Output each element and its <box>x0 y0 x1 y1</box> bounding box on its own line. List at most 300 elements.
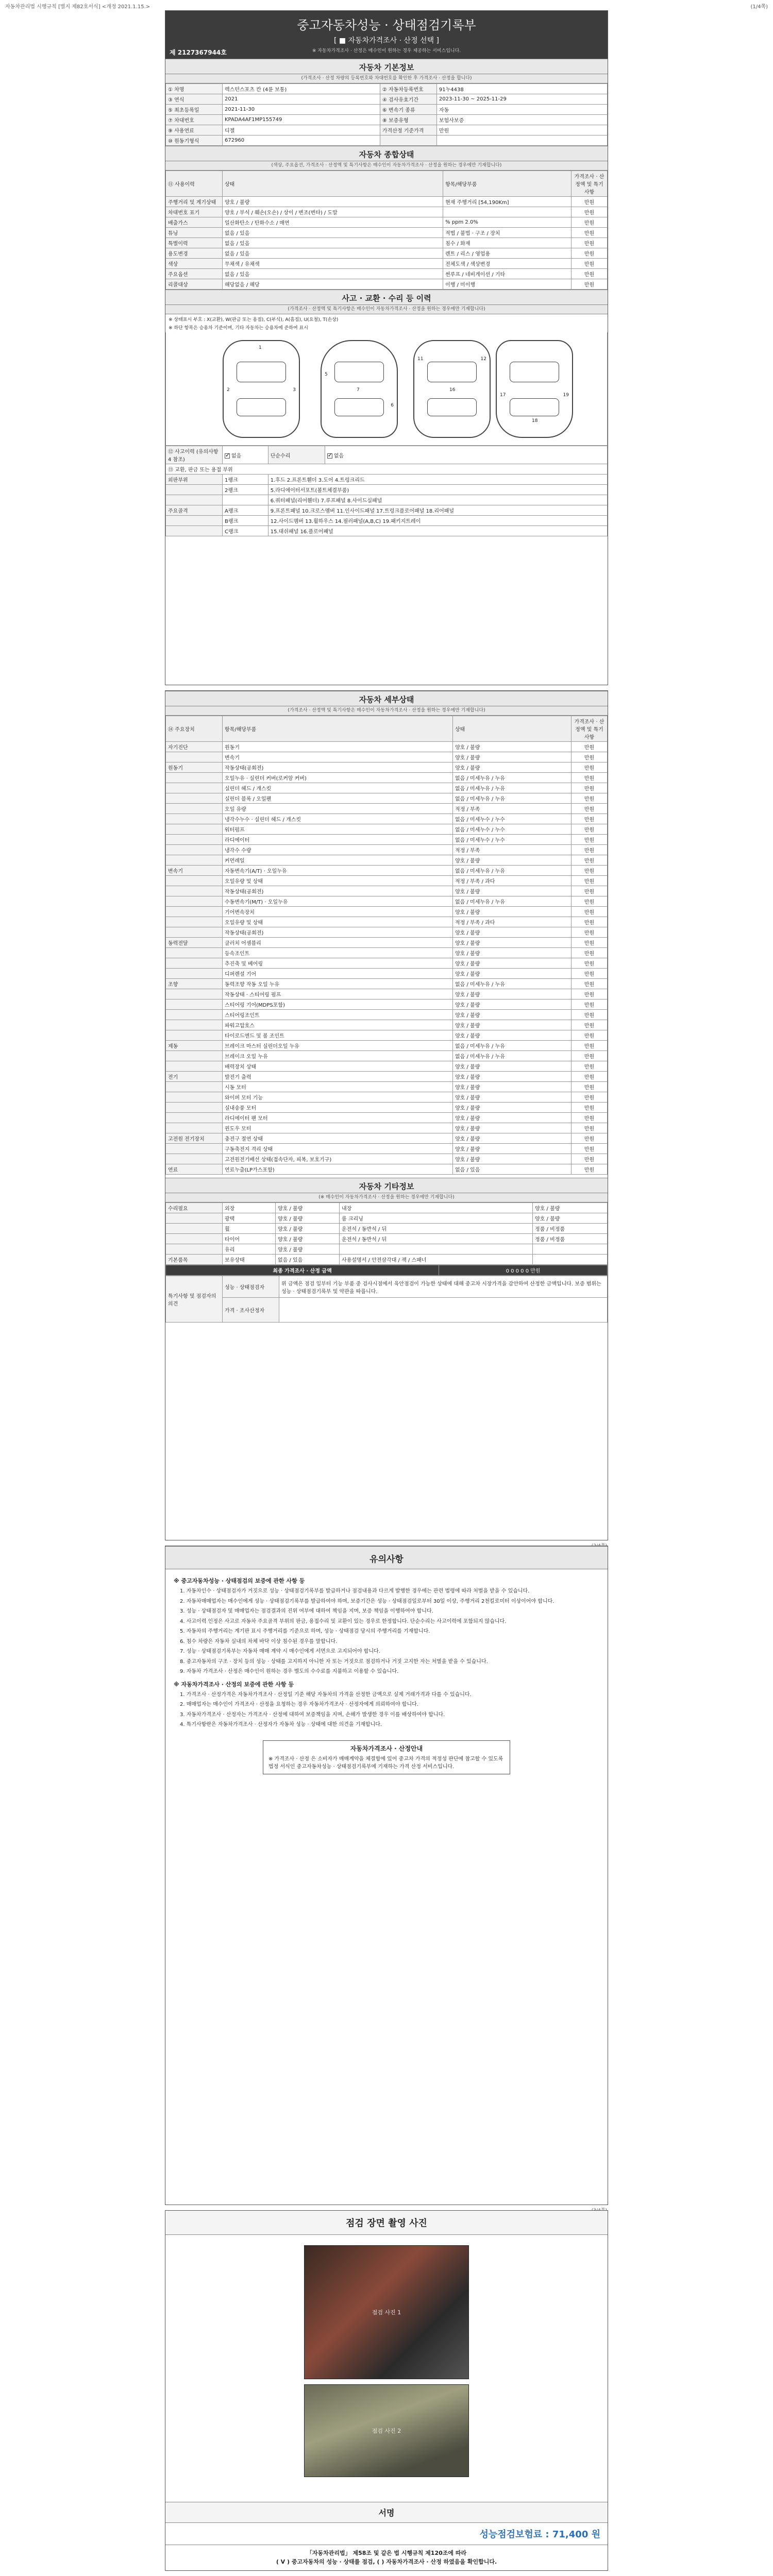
device-price: 만원 <box>572 824 608 835</box>
status-options: 해당없음 / 해당 <box>223 279 443 290</box>
part-group <box>166 516 223 526</box>
table-row <box>166 505 608 516</box>
remarks-text: 위 금액은 점검 일부터 기능 부품 중 검사시점에서 육안점검이 가능한 상태에 대해 중고차 시장가격을 감안하여 산정한 금액입니다. 보증 범위는 성능 · 상태점검기록부 및 약관을 따릅니다. <box>279 1276 608 1298</box>
table-row <box>166 1244 608 1255</box>
table-row <box>166 1030 608 1041</box>
basic-label: ⑦ 차대번호 <box>166 115 223 125</box>
device-group <box>166 1030 223 1041</box>
part-items: 9.프론트패널 10.크로스멤버 11.인사이드패널 17.트렁크플로어패널 18.리어패널 <box>268 505 607 516</box>
table-row <box>166 1133 608 1144</box>
basic-label: ① 차명 <box>166 84 223 94</box>
table-row <box>166 783 608 793</box>
device-state: 없음 / 미세누수 / 누수 <box>453 835 572 845</box>
device-group <box>166 1061 223 1072</box>
status-item-name: 배출가스 <box>166 217 223 228</box>
caution-item: 9. 자동차 가격조사 · 산정은 매수인이 원하는 경우 별도의 수수료를 지불하고 이용할 수 있습니다. <box>180 1669 399 1675</box>
device-price: 만원 <box>572 1113 608 1123</box>
part-items: 6.쿼터패널(리어휀더) 7.루프패널 8.사이드실패널 <box>268 495 607 505</box>
device-state: 양호 / 불량 <box>453 1154 572 1164</box>
device-group <box>166 969 223 979</box>
status-price: 만원 <box>572 228 608 238</box>
part-group: 외판부위 <box>166 474 223 485</box>
document-number: 제 2127367944호 <box>170 49 227 56</box>
device-part: 워터펌프 <box>223 824 453 835</box>
device-price: 만원 <box>572 1041 608 1051</box>
caution-notes <box>165 1569 608 1734</box>
status-price: 만원 <box>572 217 608 228</box>
appraisal-guide-title: 자동차가격조사 · 산정안내 <box>350 1744 423 1752</box>
device-group <box>166 1103 223 1113</box>
col-state: 상태 <box>453 716 572 742</box>
device-price: 만원 <box>572 1072 608 1082</box>
device-state: 양호 / 불량 <box>453 938 572 948</box>
device-part: 스티어링 기어(MDPS포함) <box>223 999 453 1010</box>
device-part: 타이로드엔드 및 볼 조인트 <box>223 1030 453 1041</box>
insurance-fee: 성능점검보험료 : 71,400 원 <box>479 2529 600 2540</box>
basic-value: 자동 <box>436 105 607 115</box>
part-rank: 1랭크 <box>223 474 268 485</box>
simple-repair-label: 단순수리 <box>268 446 325 464</box>
basic-label: ③ 연식 <box>166 94 223 105</box>
device-part: 시동 모터 <box>223 1082 453 1092</box>
table-row <box>166 866 608 876</box>
col-usage: ⑪ 사용이력 <box>166 171 223 197</box>
basic-label: 가격산정 기준가격 <box>380 125 436 135</box>
table-row <box>166 762 608 773</box>
table-row <box>166 474 608 485</box>
caution-item: 4. 특기사항란은 자동차가격조사 · 산정자가 자동차 성능 · 상태에 대한 의견을 기재합니다. <box>180 1722 382 1728</box>
device-state: 양호 / 불량 <box>453 907 572 917</box>
photo-section-title: 점검 장면 촬영 사진 <box>165 2211 608 2235</box>
device-state: 없음 / 있음 <box>453 1164 572 1175</box>
device-part: 냉각수누수 · 실린더 헤드 / 개스킷 <box>223 814 453 824</box>
other-item-2: 룸 크리닝 <box>340 1213 533 1224</box>
device-price: 만원 <box>572 1020 608 1030</box>
other-state-2: 정품 / 비정품 <box>533 1234 608 1244</box>
table-row <box>166 958 608 969</box>
col-device: ⑭ 주요장치 <box>166 716 223 742</box>
confirmation-line-1: 「자동차관리법」 제58조 및 같은 법 시행규칙 제120조에 따라 <box>306 2550 467 2556</box>
table-row <box>166 485 608 495</box>
device-part: 원동기 <box>223 742 453 752</box>
part-group <box>166 485 223 495</box>
status-detail: 썬루프 / 네비게이션 / 기타 <box>443 269 572 279</box>
other-state-2 <box>533 1244 608 1255</box>
status-detail: 침수 / 화재 <box>443 238 572 248</box>
device-part: 라디에이터 팬 모터 <box>223 1113 453 1123</box>
sheet-page-3 <box>165 1546 608 2205</box>
device-part: 구동축전지 격리 상태 <box>223 1144 453 1154</box>
other-state: 양호 / 불량 <box>276 1213 340 1224</box>
inspection-photo-rear <box>304 2384 469 2477</box>
device-state: 없음 / 미세누유 / 누유 <box>453 773 572 783</box>
table-row <box>166 886 608 896</box>
sign-section <box>165 2502 608 2570</box>
table-row <box>166 1041 608 1051</box>
device-group <box>166 793 223 804</box>
device-price: 만원 <box>572 927 608 938</box>
status-detail: 전체도색 / 색상변경 <box>443 259 572 269</box>
table-row <box>166 1072 608 1082</box>
status-item-name: 주행거리 및 계기상태 <box>166 197 223 207</box>
device-price: 만원 <box>572 1144 608 1154</box>
page-indicator: (1/4쪽) <box>750 4 768 10</box>
col-price: 가격조사 · 산정액 및 특기사항 <box>572 171 608 197</box>
table-row <box>166 94 608 105</box>
status-item-name: 특별이력 <box>166 238 223 248</box>
other-item-2: 사용설명서 / 안전삼각대 / 잭 / 스패너 <box>340 1255 533 1265</box>
detail-table <box>165 716 608 1175</box>
basic-value: KPADA4AF1MP155749 <box>223 115 380 125</box>
other-state-2: 양호 / 불량 <box>533 1203 608 1213</box>
status-item-name: 리콜대상 <box>166 279 223 290</box>
other-state: 없음 / 있음 <box>276 1255 340 1265</box>
other-state: 양호 / 불량 <box>276 1234 340 1244</box>
table-row <box>166 1154 608 1164</box>
device-price: 만원 <box>572 1051 608 1061</box>
table-row <box>166 1224 608 1234</box>
col-price: 가격조사 · 산정액 및 특기사항 <box>572 716 608 742</box>
checkbox-icon <box>327 453 332 459</box>
device-part: 실내송풍 모터 <box>223 1103 453 1113</box>
caution-item: 3. 자동차가격조사 · 산정자는 가격조사 · 산정에 대하여 보증책임을 지며, 손해가 발생한 경우 이를 배상하여야 합니다. <box>180 1711 445 1718</box>
status-options: 양호 / 불량 <box>223 197 443 207</box>
car-rear-view-icon: 18 17 19 <box>496 340 573 438</box>
table-row <box>166 752 608 762</box>
caution-item: 2. 자동차매매업자는 매수인에게 성능 · 상태점검기록부를 발급하여야 하며, 보증기간은 성능 · 상태점검일로부터 30일 이상, 주행거리 2천킬로미터 이상이어야 합니다. <box>180 1598 554 1604</box>
device-group: 원동기 <box>166 762 223 773</box>
table-row <box>166 917 608 927</box>
basic-value: 2023-11-30 ~ 2025-11-29 <box>436 94 607 105</box>
table-row <box>166 259 608 269</box>
basic-label: ④ 검사유효기간 <box>380 94 436 105</box>
device-group <box>166 824 223 835</box>
other-group: 수리필요 <box>166 1203 223 1213</box>
device-group: 전기 <box>166 1072 223 1082</box>
device-price: 만원 <box>572 1010 608 1020</box>
sheet-page-1 <box>165 10 608 685</box>
remarks-inspector: 성능 · 상태점검자 <box>223 1276 279 1298</box>
remarks-appraiser: 가격 · 조사산정자 <box>223 1298 279 1323</box>
device-price: 만원 <box>572 1154 608 1164</box>
accident-history-label: ⑫ 사고이력 (유의사항 4 참조) <box>166 446 223 464</box>
basic-value: 만원 <box>436 125 607 135</box>
part-group <box>166 495 223 505</box>
other-item: 광택 <box>223 1213 276 1224</box>
table-row <box>166 1092 608 1103</box>
table-row <box>166 135 608 146</box>
device-price: 만원 <box>572 762 608 773</box>
table-row <box>166 814 608 824</box>
device-price: 만원 <box>572 896 608 907</box>
other-group <box>166 1234 223 1244</box>
table-row <box>166 999 608 1010</box>
table-row <box>166 516 608 526</box>
status-price: 만원 <box>572 238 608 248</box>
device-part: 발전기 출력 <box>223 1072 453 1082</box>
status-item-name: 차대번호 표기 <box>166 207 223 217</box>
device-price: 만원 <box>572 814 608 824</box>
basic-label: ② 자동차등록번호 <box>380 84 436 94</box>
overall-status-table <box>165 171 608 290</box>
device-state: 양호 / 불량 <box>453 886 572 896</box>
photo-caption-1: 점검 사진 1 <box>372 2309 401 2316</box>
table-row <box>166 1123 608 1133</box>
other-info-table <box>165 1202 608 1265</box>
other-state: 양호 / 불량 <box>276 1244 340 1255</box>
status-item-name: 용도변경 <box>166 248 223 259</box>
device-state: 양호 / 불량 <box>453 1030 572 1041</box>
detail-title: 자동차 세부상태 <box>165 691 608 706</box>
device-price: 만원 <box>572 1061 608 1072</box>
device-group: 동력전달 <box>166 938 223 948</box>
parts-label: ⑬ 교환, 판금 또는 용접 부위 <box>166 464 608 474</box>
device-part: 동력조향 작동 오일 누유 <box>223 979 453 989</box>
device-part: 변속기 <box>223 752 453 762</box>
table-row <box>166 248 608 259</box>
status-detail: 현재 주행거리 [54,190Km] <box>443 197 572 207</box>
device-price: 만원 <box>572 1133 608 1144</box>
final-price-table <box>165 1265 608 1276</box>
device-part: 커먼레일 <box>223 855 453 866</box>
device-part: 브레이크 마스터 실린더오일 누유 <box>223 1041 453 1051</box>
device-part: 고전원전기배선 상태(접속단자, 피복, 보호기구) <box>223 1154 453 1164</box>
device-state: 양호 / 불량 <box>453 1133 572 1144</box>
other-item-2: 내장 <box>340 1203 533 1213</box>
other-group <box>166 1244 223 1255</box>
other-group <box>166 1213 223 1224</box>
table-row <box>166 238 608 248</box>
device-state: 적정 / 부족 / 과다 <box>453 917 572 927</box>
form-topline <box>5 2 768 10</box>
other-info-title: 자동차 기타정보 <box>165 1178 608 1193</box>
device-state: 양호 / 불량 <box>453 1010 572 1020</box>
car-frame-view-icon: 16 11 12 <box>413 340 491 438</box>
basic-value: 2021 <box>223 94 380 105</box>
basic-label: ⑥ 변속기 종류 <box>380 105 436 115</box>
device-price: 만원 <box>572 742 608 752</box>
device-group <box>166 1154 223 1164</box>
device-group: 조향 <box>166 979 223 989</box>
device-price: 만원 <box>572 1123 608 1133</box>
device-part: 배력장치 상태 <box>223 1061 453 1072</box>
status-detail: 렌트 / 리스 / 영업용 <box>443 248 572 259</box>
device-state: 양호 / 불량 <box>453 989 572 999</box>
device-part: 작동상태(공회전) <box>223 927 453 938</box>
other-item: 보유상태 <box>223 1255 276 1265</box>
device-price: 만원 <box>572 938 608 948</box>
status-price: 만원 <box>572 197 608 207</box>
col-part: 항목/해당부품 <box>223 716 453 742</box>
status-price: 만원 <box>572 259 608 269</box>
device-state: 양호 / 불량 <box>453 752 572 762</box>
device-price: 만원 <box>572 989 608 999</box>
device-group <box>166 896 223 907</box>
device-group <box>166 927 223 938</box>
other-item-2: 운전석 / 동반석 / 뒤 <box>340 1234 533 1244</box>
table-row <box>166 742 608 752</box>
photo-caption-2: 점검 사진 2 <box>372 2428 401 2434</box>
status-options: 양호 / 부식 / 훼손(오손) / 상이 / 변조(변타) / 도말 <box>223 207 443 217</box>
device-group <box>166 958 223 969</box>
part-group: 주요골격 <box>166 505 223 516</box>
status-options: 없음 / 있음 <box>223 269 443 279</box>
basic-value: 91누4438 <box>436 84 607 94</box>
table-row <box>166 1082 608 1092</box>
device-price: 만원 <box>572 855 608 866</box>
table-row <box>166 907 608 917</box>
basic-value: 2021-11-30 <box>223 105 380 115</box>
device-price: 만원 <box>572 1030 608 1041</box>
device-state: 없음 / 미세누유 / 누유 <box>453 1041 572 1051</box>
table-row <box>166 876 608 886</box>
caution-heading-1: ※ 중고자동차성능 · 상태점검의 보증에 관한 사항 등 <box>174 1578 305 1584</box>
device-price: 만원 <box>572 876 608 886</box>
table-row <box>166 1103 608 1113</box>
device-state: 양호 / 불량 <box>453 1123 572 1133</box>
device-group: 변속기 <box>166 866 223 876</box>
device-part: 파워고압호스 <box>223 1020 453 1030</box>
status-options: 무채색 / 유채색 <box>223 259 443 269</box>
table-row <box>166 938 608 948</box>
part-rank: B랭크 <box>223 516 268 526</box>
device-group <box>166 999 223 1010</box>
basic-value: 디젤 <box>223 125 380 135</box>
basic-value: 보험사보증 <box>436 115 607 125</box>
device-state: 양호 / 불량 <box>453 855 572 866</box>
part-rank: 2랭크 <box>223 485 268 495</box>
device-part: 수동변속기(M/T) · 오일누유 <box>223 896 453 907</box>
device-group <box>166 1113 223 1123</box>
car-top-view-icon: 7 5 6 <box>321 340 398 438</box>
part-group <box>166 526 223 536</box>
caution-item: 8. 중고자동차의 구조 · 장치 등의 성능 · 상태를 고지하지 아니한 자 또는 거짓으로 점검하거나 거짓 고지한 자는 처벌을 받을 수 있습니다. <box>180 1658 488 1665</box>
status-item-name: 색상 <box>166 259 223 269</box>
accident-legend: ※ 상태표시 부호 : X(교환), W(판금 또는 용접), C(부식), A(흠집), U(요철), T(손상) <box>169 317 339 323</box>
appraisal-guide-text: ※ 가격조사 · 산정 은 소비자가 매매계약을 체결함에 있어 중고차 가격의 적정성 판단에 참고할 수 있도록 법정 서식인 중고자동차성능 · 상태점검기록부에 기재하는 가격 산정 서비스입니다. <box>268 1756 503 1770</box>
part-rank <box>223 495 268 505</box>
device-part: 디퍼렌셜 기어 <box>223 969 453 979</box>
table-row <box>166 125 608 135</box>
simple-repair-value: 없음 <box>333 453 344 459</box>
table-row <box>166 969 608 979</box>
device-state: 양호 / 불량 <box>453 762 572 773</box>
sheet-page-4 <box>165 2210 608 2571</box>
device-group <box>166 1144 223 1154</box>
device-state: 양호 / 불량 <box>453 1113 572 1123</box>
device-group <box>166 773 223 783</box>
device-price: 만원 <box>572 752 608 762</box>
device-group: 고전원 전기장치 <box>166 1133 223 1144</box>
table-row <box>166 1144 608 1154</box>
part-items: 1.후드 2.프론트휀더 3.도어 4.트렁크리드 <box>268 474 607 485</box>
form-header <box>165 11 608 59</box>
basic-label: ⑨ 사용연료 <box>166 125 223 135</box>
remarks-table <box>165 1276 608 1323</box>
device-price: 만원 <box>572 979 608 989</box>
table-row <box>166 793 608 804</box>
table-row <box>166 1213 608 1224</box>
status-options: 일산화탄소 / 탄화수소 / 매연 <box>223 217 443 228</box>
sheet-page-2 <box>165 690 608 1540</box>
table-row <box>166 927 608 938</box>
table-row <box>166 835 608 845</box>
status-price: 만원 <box>572 248 608 259</box>
part-rank: C랭크 <box>223 526 268 536</box>
other-state: 양호 / 불량 <box>276 1203 340 1213</box>
accident-subtitle: (가격조사 · 산정액 및 특기사항은 매수인이 자동차가격조사 · 산정을 원하는 경우에만 기재합니다) <box>165 305 608 314</box>
table-row <box>166 115 608 125</box>
device-part: 작동상태 · 스티어링 펌프 <box>223 989 453 999</box>
form-reference: 자동차관리법 시행규칙 [별지 제82호서식] <개정 2021.1.15.> <box>5 4 150 10</box>
basic-value: 672960 <box>223 135 380 146</box>
form-subtitle: [ ■ 자동차가격조사 · 산정 선택 ] <box>333 37 440 45</box>
device-part: 오일유량 및 상태 <box>223 876 453 886</box>
status-detail: % ppm 2.0% <box>443 217 572 228</box>
device-group <box>166 1123 223 1133</box>
confirmation-line-2: ( V ) 중고자동차의 성능 · 상태를 점검, ( ) 자동차가격조사 · 산정 하였음을 확인합니다. <box>276 2558 497 2565</box>
device-group <box>166 1020 223 1030</box>
table-row <box>166 495 608 505</box>
device-price: 만원 <box>572 1164 608 1175</box>
device-state: 없음 / 미세누유 / 누유 <box>453 783 572 793</box>
device-state: 없음 / 미세누수 / 누수 <box>453 824 572 835</box>
table-row <box>166 1203 608 1213</box>
device-state: 적정 / 부족 / 과다 <box>453 876 572 886</box>
table-row <box>166 84 608 94</box>
other-info-subtitle: (※ 매수인이 자동차가격조사 · 산정을 원하는 경우에만 기재합니다) <box>165 1193 608 1202</box>
device-state: 양호 / 불량 <box>453 1072 572 1082</box>
table-row <box>166 855 608 866</box>
caution-heading-2: ※ 자동차가격조사 · 산정의 보증에 관한 사항 등 <box>174 1681 294 1688</box>
device-state: 양호 / 불량 <box>453 742 572 752</box>
device-price: 만원 <box>572 907 608 917</box>
basic-info-title: 자동차 기본정보 <box>165 59 608 74</box>
status-price: 만원 <box>572 269 608 279</box>
device-state: 없음 / 미세누유 / 누유 <box>453 866 572 876</box>
status-detail: 이행 / 미이행 <box>443 279 572 290</box>
device-price: 만원 <box>572 783 608 793</box>
device-state: 없음 / 미세누유 / 누유 <box>453 979 572 989</box>
device-price: 만원 <box>572 793 608 804</box>
table-row <box>166 207 608 217</box>
final-price-title: 최종 가격조사 · 산정 금액 <box>166 1265 439 1276</box>
device-part: 작동상태(공회전) <box>223 762 453 773</box>
device-state: 없음 / 미세누유 / 누유 <box>453 1051 572 1061</box>
table-row <box>166 1051 608 1061</box>
detail-subtitle: (가격조사 · 산정액 및 특기사항은 매수인이 자동차가격조사 · 산정을 원하는 경우에만 기재합니다) <box>165 706 608 716</box>
device-state: 없음 / 미세누유 / 누유 <box>453 793 572 804</box>
table-row <box>166 1164 608 1175</box>
other-state: 양호 / 불량 <box>276 1224 340 1234</box>
part-items: 12.사이드멤버 13.휠하우스 14.필러패널(A,B,C) 19.패키지트레이 <box>268 516 607 526</box>
table-row <box>166 1234 608 1244</box>
device-part: 작동상태(공회전) <box>223 886 453 896</box>
table-row <box>166 279 608 290</box>
device-group <box>166 1082 223 1092</box>
caution-title: 유의사항 <box>165 1546 608 1569</box>
table-row <box>166 1010 608 1020</box>
device-part: 실린더 헤드 / 개스킷 <box>223 783 453 793</box>
device-part: 클러치 어셈블리 <box>223 938 453 948</box>
device-part: 기어변속장치 <box>223 907 453 917</box>
other-item: 유리 <box>223 1244 276 1255</box>
device-group <box>166 907 223 917</box>
other-item-2: 운전석 / 동반석 / 뒤 <box>340 1224 533 1234</box>
table-row <box>166 1061 608 1072</box>
other-item: 휠 <box>223 1224 276 1234</box>
col-status: 상태 <box>223 171 443 197</box>
